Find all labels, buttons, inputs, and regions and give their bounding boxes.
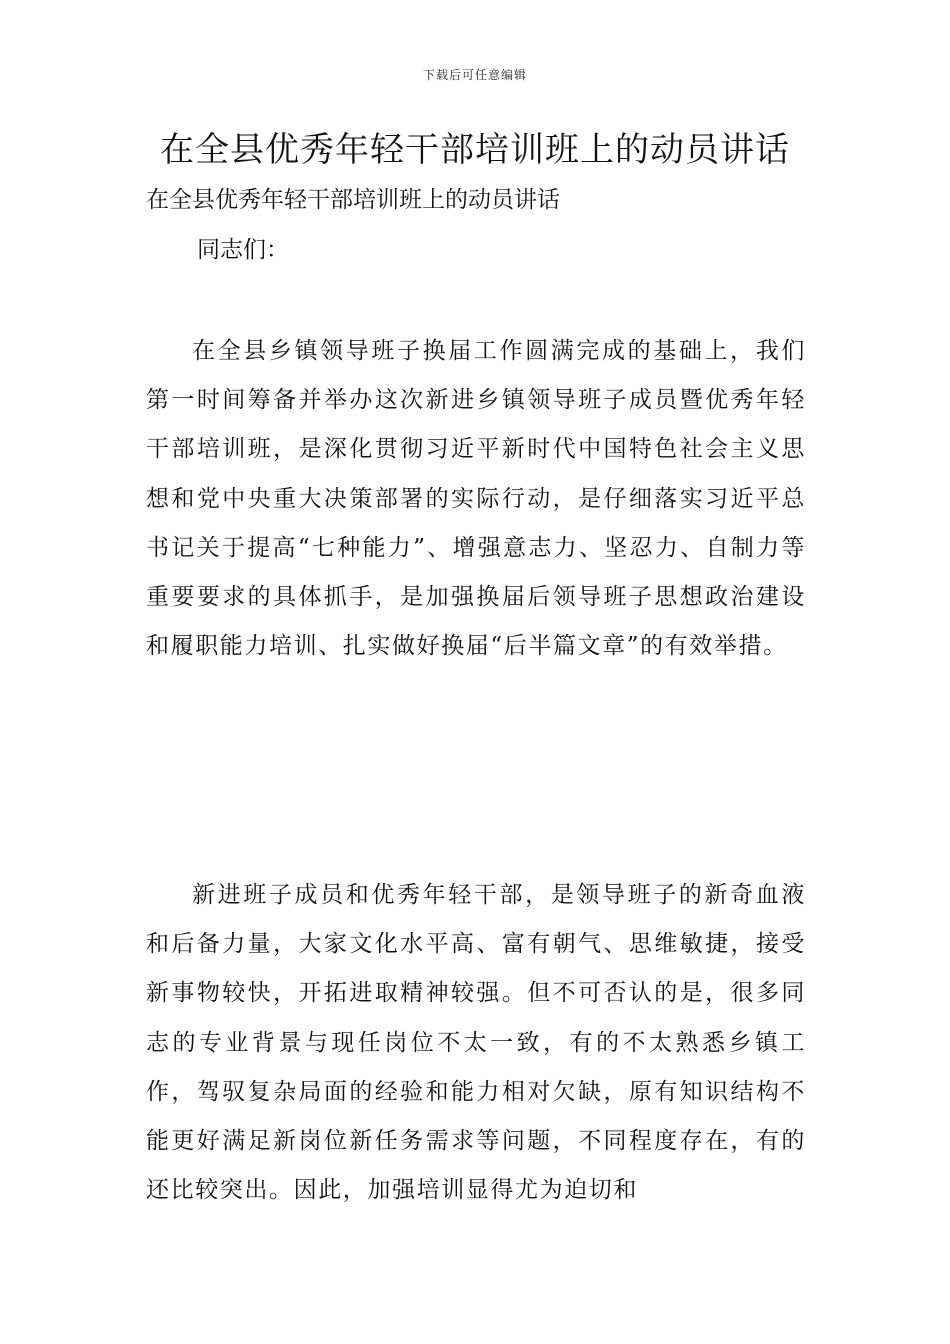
- page-title: 在全县优秀年轻干部培训班上的动员讲话: [160, 130, 790, 170]
- header-note: 下载后可任意编辑: [422, 68, 527, 82]
- salutation: 同志们：: [197, 237, 289, 263]
- document-subtitle: 在全县优秀年轻干部培训班上的动员讲话: [146, 187, 560, 213]
- body-paragraph-1: 在全县乡镇领导班子换届工作圆满完成的基础上，我们第一时间筹备并举办这次新进乡镇领导班子成员暨优秀年轻干部培训班，是深化贯彻习近平新时代中国特色社会主义思想和党中央重大决策部署的实际行动，是仔细落实习近平总书记关于提高“七种能力”、增强意志力、坚忍力、自制力等重要要求的具体抓手，是加强换届后领导班子思想政治建设和履职能力培训、扎实做好换届“后半篇文章”的有效举措。: [146, 338, 806, 660]
- body-paragraph-2: 新进班子成员和优秀年轻干部，是领导班子的新奇血液和后备力量，大家文化水平高、富有朝气、思维敏捷，接受新事物较快，开拓进取精神较强。但不可否认的是，很多同志的专业背景与现任岗位不太一致，有的不太熟悉乡镇工作，驾驭复杂局面的经验和能力相对欠缺，原有知识结构不能更好满足新岗位新任务需求等问题，不同程度存在，有的还比较突出。因此，加强培训显得尤为迫切和: [146, 882, 806, 1204]
